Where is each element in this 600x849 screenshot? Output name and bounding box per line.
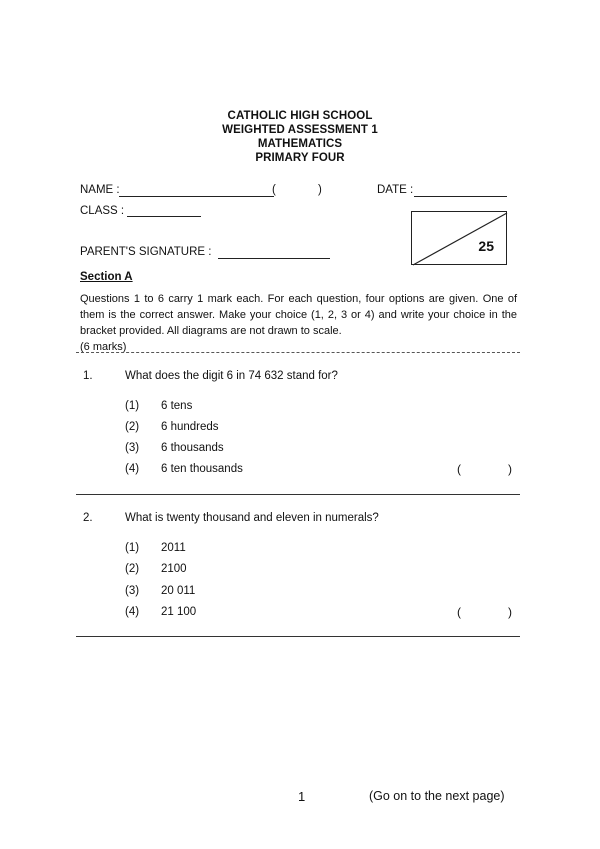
instructions-text: Questions 1 to 6 carry 1 mark each. For each question, four options are given. One of them is the correct answer. Make your choice (1, 2, 3 or 4) and write your choice in the bracket provided. All diagrams are not drawn to scale. xyxy=(80,293,517,337)
name-field[interactable] xyxy=(119,196,274,197)
option-label: (4) xyxy=(125,463,140,475)
date-field[interactable] xyxy=(414,196,507,197)
question-separator xyxy=(76,494,520,495)
date-label: DATE : xyxy=(377,184,414,196)
score-total: 25 xyxy=(478,238,494,254)
signature-field[interactable] xyxy=(218,258,330,259)
section-title: Section A xyxy=(80,271,133,283)
question-text: What does the digit 6 in 74 632 stand for? xyxy=(125,370,338,382)
option-text[interactable]: 2011 xyxy=(161,542,186,554)
answer-bracket-open[interactable]: ( xyxy=(457,605,461,619)
option-label: (2) xyxy=(125,421,140,433)
answer-bracket-close[interactable]: ) xyxy=(508,462,512,476)
option-label: (1) xyxy=(125,542,140,554)
option-text[interactable]: 6 ten thousands xyxy=(161,463,243,475)
question-number: 2. xyxy=(83,512,93,524)
option-text[interactable]: 21 100 xyxy=(161,606,197,618)
option-text[interactable]: 20 011 xyxy=(161,585,196,597)
option-label: (4) xyxy=(125,606,140,618)
answer-bracket-close[interactable]: ) xyxy=(508,605,512,619)
option-label: (3) xyxy=(125,442,140,454)
option-text[interactable]: 6 tens xyxy=(161,400,193,412)
class-field[interactable] xyxy=(127,216,201,217)
option-text[interactable]: 6 hundreds xyxy=(161,421,219,433)
option-label: (3) xyxy=(125,585,140,597)
index-bracket-open: ( xyxy=(272,184,276,196)
section-separator xyxy=(76,352,520,353)
next-page-note: (Go on to the next page) xyxy=(369,789,505,803)
option-label: (2) xyxy=(125,563,140,575)
question-number: 1. xyxy=(83,370,93,382)
option-text[interactable]: 2100 xyxy=(161,563,187,575)
score-box xyxy=(411,211,507,265)
option-label: (1) xyxy=(125,400,140,412)
answer-bracket-open[interactable]: ( xyxy=(457,462,461,476)
level-title: PRIMARY FOUR xyxy=(255,152,345,164)
index-bracket-close: ) xyxy=(318,184,322,196)
section-marks: (6 marks) xyxy=(80,341,127,353)
assessment-title: WEIGHTED ASSESSMENT 1 xyxy=(222,124,378,136)
subject-title: MATHEMATICS xyxy=(257,138,343,150)
name-label: NAME : xyxy=(80,184,120,196)
class-label: CLASS : xyxy=(80,205,125,217)
school-name: CATHOLIC HIGH SCHOOL xyxy=(227,110,373,122)
question-separator xyxy=(76,636,520,637)
question-text: What is twenty thousand and eleven in numerals? xyxy=(125,512,379,524)
option-text[interactable]: 6 thousands xyxy=(161,442,224,454)
section-instructions xyxy=(80,291,517,355)
signature-label: PARENT'S SIGNATURE : xyxy=(80,246,212,258)
page-number: 1 xyxy=(298,789,306,804)
